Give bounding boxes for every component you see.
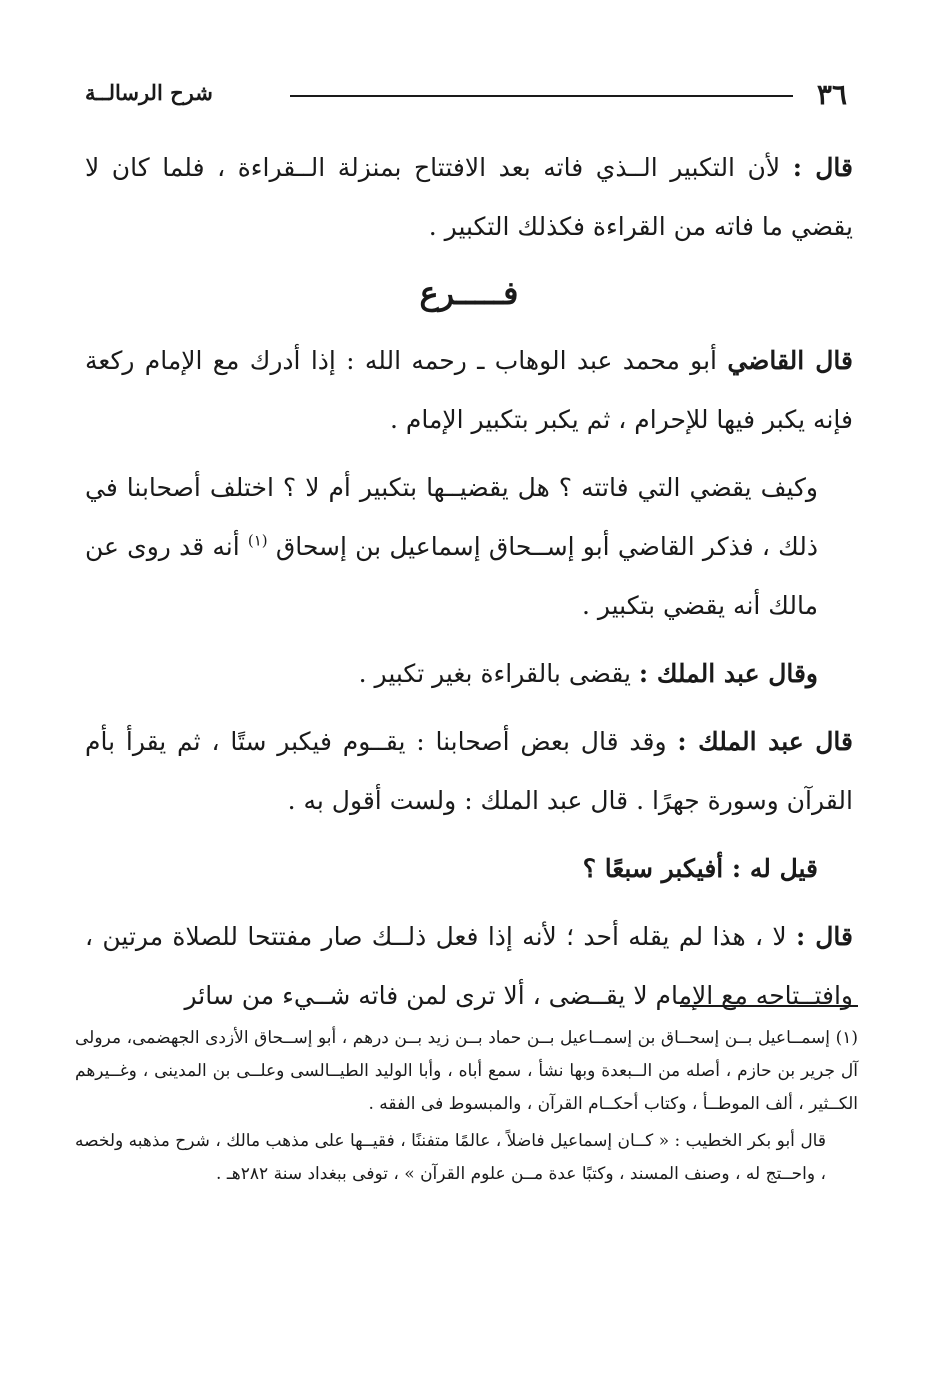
- footnote-text: قال أبو بكر الخطيب : « كــان إسماعيل فاضلاً ، عالمًا متفننًا ، فقيــها على مذهب مالك ، شرح مذهبه ولخصه ، واحــتج له ، وصنف المسند ، وكتبًا عدة مــن علوم القرآن » ، توفى ببغداد سنة ٢٨٢هـ .: [75, 1131, 826, 1184]
- paragraph-3: [85, 458, 853, 635]
- paragraph-text: أبو محمد عبد الوهاب ـ رحمه الله : إذا أدرك مع الإمام ركعة فإنه يكبر فيها للإحرام ، ثم يكبر بتكبير الإمام .: [85, 346, 853, 434]
- paragraph-text: وكيف يقضي التي فاتته ؟ هل يقضيــها بتكبير أم لا ؟ اختلف أصحابنا في ذلك ، فذكر القاضي أبو إســحاق إسماعيل بن إسحاق: [85, 473, 818, 561]
- paragraph-text: لا ، هذا لم يقله أحد ؛ لأنه إذا فعل ذلــك صار مفتتحا للصلاة مرتين ، وافتــتاحه مع الإمام لا يقــضى ، ألا ترى لمن فاته شــيء من سائر: [85, 922, 853, 1010]
- page-number: ٣٦: [816, 78, 847, 111]
- paragraph-lead: قال :: [795, 922, 853, 951]
- footnote-1: [75, 1022, 858, 1121]
- paragraph-lead: قيل له : أفيكبر سبعًا ؟: [582, 854, 818, 883]
- footnote-1-continued: [75, 1125, 858, 1191]
- paragraph-7: [85, 907, 853, 1025]
- paragraph-text: وقد قال بعض أصحابنا : يقــوم فيكبر ستًا ، ثم يقرأ بأم القرآن وسورة جهرًا . قال عبد الملك : ولست أقول به .: [85, 727, 853, 815]
- paragraph-4: [85, 644, 853, 703]
- footnote-text: إسمــاعيل بــن إسحــاق بن إسمــاعيل بــن حماد بــن زيد بــن درهم ، أبو إســحاق الأزدى الجهضمى، مرولى آل جرير بن حازم ، أصله من الــبعدة وبها نشأ ، سمع أباه ، وأبا الوليد الطيــالسى وعلــى بن المدينى ، وغــيرهم الكــثير ، ألف الموطــأ ، وكتاب أحكــام القرآن ، والمبسوط فى الفقه .: [75, 1028, 858, 1114]
- paragraph-text: أنه قد روى عن مالك أنه يقضي بتكبير .: [85, 532, 818, 620]
- paragraph-5: [85, 712, 853, 830]
- main-text: [85, 138, 853, 1034]
- paragraph-6: [85, 839, 853, 898]
- running-title: شرح الرسالــة: [85, 80, 213, 105]
- footnotes: [75, 1022, 858, 1195]
- paragraph-lead: وقال عبد الملك :: [638, 659, 818, 688]
- paragraph-text: يقضى بالقراءة بغير تكبير .: [358, 659, 639, 688]
- header-rule: [290, 95, 793, 97]
- section-title: فـــــرع: [419, 274, 519, 312]
- page-header: [85, 78, 853, 114]
- footnote-rule: [680, 1005, 858, 1007]
- paragraph-lead: قال عبد الملك :: [677, 727, 853, 756]
- paragraph-2: [85, 331, 853, 449]
- paragraph-text: لأن التكبير الــذي فاته بعد الافتتاح بمنزلة الــقراءة ، فلما كان لا يقضي ما فاته من القراءة فكذلك التكبير .: [85, 153, 853, 241]
- paragraph-lead: قال القاضي: [727, 346, 854, 375]
- footnote-number: (١): [835, 1028, 858, 1048]
- paragraph-lead: قال :: [792, 153, 854, 182]
- paragraph-1: [85, 138, 853, 256]
- footnote-marker[interactable]: (١): [247, 531, 268, 550]
